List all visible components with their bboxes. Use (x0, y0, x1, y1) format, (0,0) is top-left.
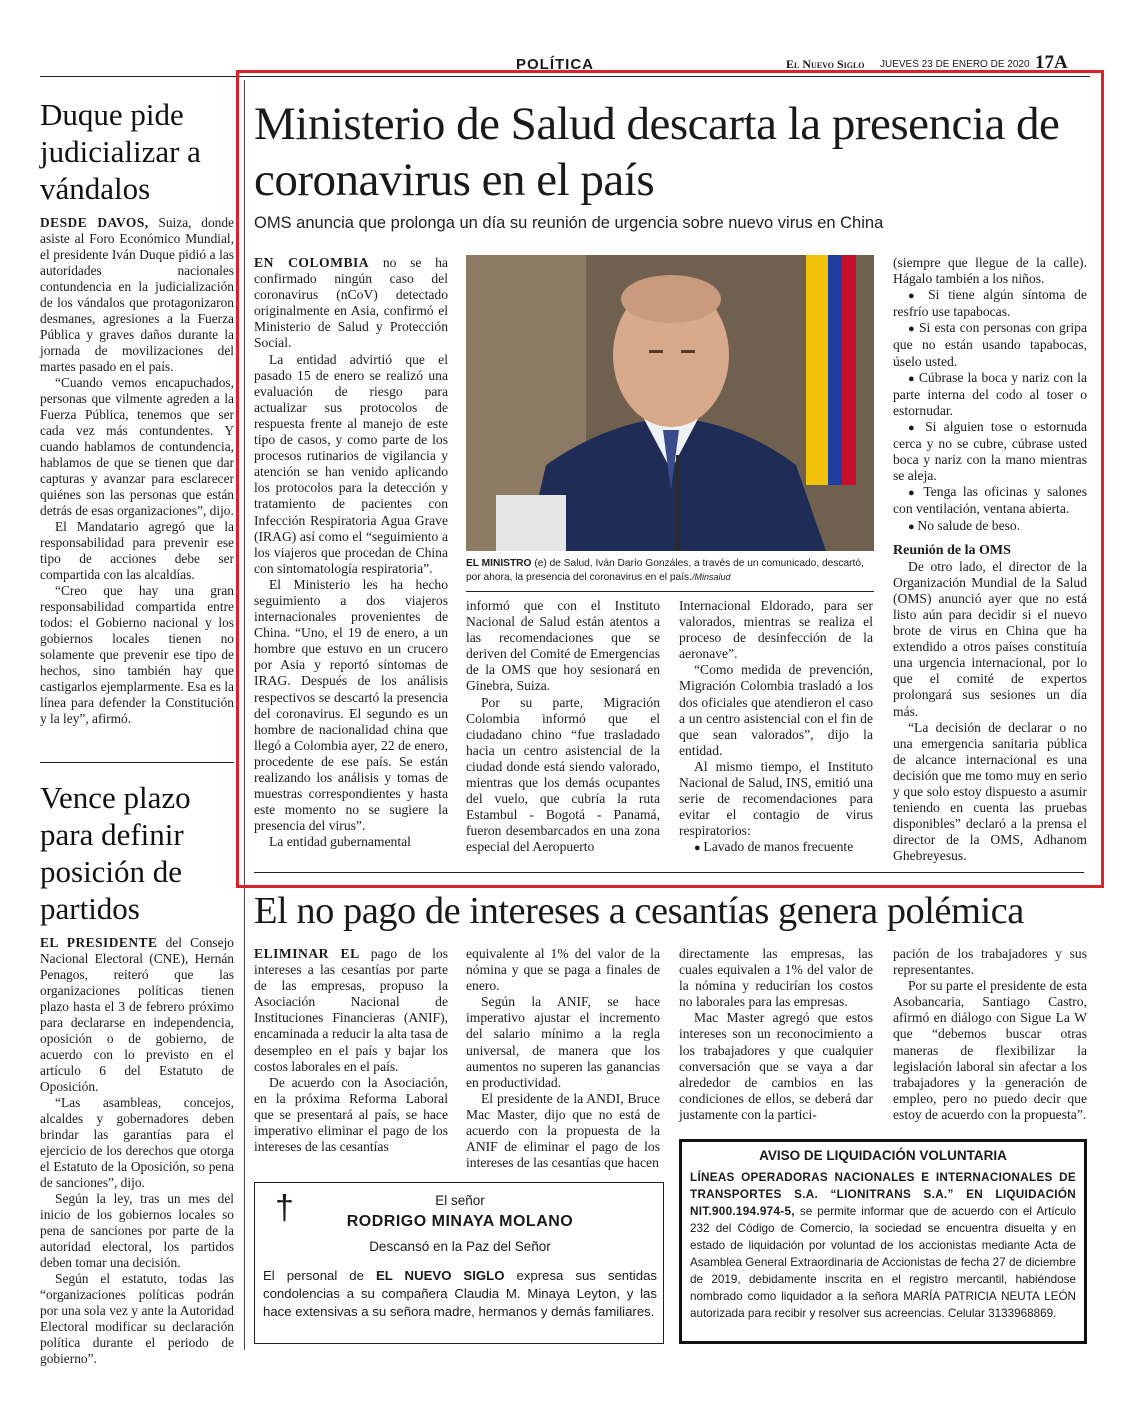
left-article-1-title: Duque pide judicializar a vándalos (40, 97, 201, 206)
main-col-4-bullet-4: ● Si alguien tose o estornuda cerca y no se cubre, cúbrase usted boca y nariz con la mano mientras se aleja. (893, 419, 1087, 484)
minister-photo-illustration (466, 255, 874, 551)
second-col-2-p2: Según la ANIF, se hace imperativo ajustar el incremento del salario mínimo a la regla universal, de manera que los aumentos no superen las ganancias en productividad. (466, 994, 660, 1090)
main-col-1-p1: EN COLOMBIA no se ha confirmado ningún caso del coronavirus (nCoV) detectado originalmente en Asia, confirmó el Ministerio de Salud y Protección Social. (254, 255, 448, 351)
second-col-3-p2: Mac Master agregó que estos intereses son un reconocimiento a los trabajadores y que cualquier conversación que se vaya a dar alrededor de cambios en las condiciones de ellos, se deberá dar justamente con la partici- (679, 1010, 873, 1122)
obituary-name: RODRIGO MINAYA MOLANO (346, 1213, 574, 1230)
left-article-1-p3: El Mandatario agregó que la responsabilidad para prevenir ese tipo de acciones debe ser compartida con las alcaldías. (40, 519, 234, 582)
header-date: JUEVES 23 DE ENERO DE 2020 (880, 59, 1030, 70)
main-col-4-bullet-5: ● Tenga las oficinas y salones con ventilación, ventana abierta. (893, 484, 1087, 517)
left-article-1-p4: “Creo que hay una gran responsabilidad compartida entre todos: el Gobierno nacional y los gobiernos locales tienen no solamente que prevenir ese tipo de hechos, sino también hay que castigarlos ejemplarmente. Esa es la línea para defender la Constitución y la ley”, afirmó. (40, 583, 234, 726)
obituary-rest: Descansó en la Paz del Señor (369, 1239, 551, 1254)
left-article-2 (40, 779, 234, 1367)
main-col-4-bullet-1: ● Si tiene algún síntoma de resfrío use tapabocas. (893, 287, 1087, 320)
main-col-4-p1: De otro lado, el director de la Organización Mundial de la Salud (OMS) anunció ayer que no está listo aún para decidir si el nuevo brote de virus en China que ha extendido a otros países constituía una urgencia internacional, por lo que el comité de expertos prolongará sus sesiones un día más. (893, 558, 1087, 719)
left-divider (40, 762, 234, 763)
page-number: 17A (1035, 52, 1068, 73)
obituary-message: El personal de EL NUEVO SIGLO expresa sus sentidas condolencias a su compañera Claudia M. Minaya Leyton, y las hace extensivas a su señora madre, hermanos y demás familiares. (263, 1268, 657, 1319)
main-col-2 (466, 598, 660, 856)
second-col-1-p1: ELIMINAR EL pago de los intereses a las cesantías por parte de las empresas, propuso la Asociación Nacional de Instituciones Financieras (ANIF), encaminada a reducir la alta tasa de desempleo en el país y bajar los costos laborales en el país. (254, 946, 449, 1074)
caption-rule (466, 591, 874, 592)
article-separator (254, 872, 1084, 873)
notice-title: AVISO DE LIQUIDACIÓN VOLUNTARIA (759, 1148, 1007, 1163)
photo-caption: EL MINISTRO (e) de Salud, Iván Darío Gonzáles, a través de un comunicado, descartó, por ahora, la presencia del coronavirus en el país./Minsalud (466, 558, 864, 583)
left-article-2-p4: Según el estatuto, todas las “organizaciones políticas podrán por una sola vez y ante la Autoridad Electoral modificar su declaración política durante el periodo de gobierno”. (40, 1271, 234, 1366)
main-col-2-p2: Por su parte, Migración Colombia informó que el ciudadano chino “fue trasladado hacia un centro asistencial de la ciudad donde está siendo valorado, mientras que los demás ocupantes del vuelo, que cubría la ruta Estambul - Bogotá - Panamá, fueron desembarcados en una zona especial del Aeropuerto (466, 694, 660, 855)
left-article-1 (40, 96, 234, 727)
main-col-3-p2: “Como medida de prevención, Migración Colombia trasladó a los dos oficiales que atendieron el caso a un centro asistencial con el fin de que sean valorados”, dijo la entidad. (679, 662, 873, 758)
second-col-4 (893, 946, 1087, 1123)
left-article-2-title: Vence plazo para definir posición de partidos (40, 780, 191, 926)
second-col-4-p2: Por su parte el presidente de esta Asobancaria, Santiago Castro, afirmó en diálogo con Sigue La W que “debemos buscar otras maneras de flexibilizar la legislación laboral sin afectar a los trabajadores y la generación de empleo, pero no puedo decir que estoy de acuerdo con la propuesta”. (893, 978, 1087, 1122)
obituary-intro: El señor (435, 1193, 485, 1208)
main-subtitle: OMS anuncia que prolonga un día su reunión de urgencia sobre nuevo virus en China (254, 214, 884, 232)
second-col-4-p1: pación de los trabajadores y sus representantes. (893, 946, 1087, 978)
second-headline: El no pago de intereses a cesantías genera polémica (254, 890, 1024, 932)
main-col-4-subhead: Reunión de la OMS (893, 542, 1011, 558)
minister-photo (466, 255, 874, 551)
left-article-1-p1: DESDE DAVOS, Suiza, donde asiste al Foro Económico Mundial, el presidente Iván Duque pidió a las autoridades nacionales contundencia en la judicialización de los vándalos que protagonizaron desmanes, agresiones a la Fuerza Pública y graves daños durante la jornada de movilizaciones del martes pasado en el país. (40, 215, 234, 374)
second-col-2 (466, 946, 660, 1171)
cross-icon: † (275, 1189, 294, 1227)
second-col-1-p2: De acuerdo con la Asociación, en la próxima Reforma Laboral que se presentará al país, se hace imperativo eliminar el pago de los intereses de las cesantías (254, 1074, 448, 1155)
main-col-3-p3: Al mismo tiempo, el Instituto Nacional de Salud, INS, emitió una serie de recomendaciones para evitar el contagio de virus respiratorios: (679, 758, 873, 839)
main-col-4 (893, 255, 1087, 864)
second-col-3 (679, 946, 873, 1123)
main-col-4-bullet-2: ● Si esta con personas con gripa que no están usando tapabocas, úselo usted. (893, 320, 1087, 369)
main-col-4-p2: “La decisión de declarar o no una emergencia sanitaria pública de alcance internacional es una decisión que me tomo muy en serio y que solo estoy dispuesto a asumir teniendo en cuenta las pruebas disponibles” declaró a la prensa el director de la OMS, Adhanom Ghebreyesus. (893, 719, 1087, 864)
second-col-2-p3: El presidente de la ANDI, Bruce Mac Master, dijo que no está de acuerdo con la propuesta de la ANIF de eliminar el pago de los intereses de las cesantías que hacen (466, 1090, 660, 1171)
main-col-3 (679, 598, 873, 857)
main-col-4-bullet-3: ● Cúbrase la boca y nariz con la parte interna del codo al toser o estornudar. (893, 370, 1087, 419)
main-col-1 (254, 255, 448, 850)
main-col-1-p4: La entidad gubernamental (269, 834, 411, 850)
main-col-3-bullet: ● Lavado de manos frecuente (679, 839, 873, 856)
notice-body: LÍNEAS OPERADORAS NACIONALES E INTERNACIONALES DE TRANSPORTES S.A. “LIONITRANS S.A.” EN LIQUIDACIÓN NIT.900.194.974-5, se permite informar que de acuerdo con el Artículo 232 del Código de Comercio, la sociedad se encuentra disuelta y en estado de liquidación por voluntad de los accionistas mediante Acta de Asamblea General Extraordinaria de Accionistas de fecha 27 de diciembre de 2019, debidamente inscrita en el registro mercantil, habiéndose nombrado como liquidador a la señora MARÍA PATRICIA NEUTA LEÓN autorizada para recibir y resolver sus acreencias. Celular 3133968869. (690, 1171, 1077, 1320)
left-article-2-p3: Según la ley, tras un mes del inicio de los gobiernos locales so pena de sanciones por parte de la autoridad electoral, los partidos deben tomar una decisión. (40, 1191, 234, 1270)
second-col-2-p1: equivalente al 1% del valor de la nómina y que se paga a finales de enero. (466, 946, 660, 994)
main-headline: Ministerio de Salud descarta la presencia de coronavirus en el país (254, 98, 1060, 206)
second-col-3-p1: directamente las empresas, las cuales equivalen a 1% del valor de la nómina y reducirían los costos no laborales para las empresas. (679, 946, 873, 1010)
main-col-4-bullet-6: ● No salude de beso. (893, 518, 1087, 535)
second-col-1 (254, 946, 448, 1155)
left-article-2-p1: EL PRESIDENTE del Consejo Nacional Electoral (CNE), Hernán Penagos, reiteró que las organizaciones políticas tienen plazo hasta el 3 de febrero próximo para declararse en independencia, oposición o de gobierno, de acuerdo con lo previsto en el artículo 6 del Estatuto de Oposición. (40, 935, 234, 1094)
main-col-2-p1: informó que con el Instituto Nacional de Salud están atentos a las recomendaciones que se deriven del Comité de Emergencias de la OMS que hoy sesionará en Ginebra, Suiza. (466, 598, 660, 694)
liquidation-notice (679, 1139, 1087, 1344)
main-col-1-p3: El Ministerio les ha hecho seguimiento a dos viajeros internacionales provenientes de China. “Uno, el 19 de enero, a un hombre que estuvo en un crucero por Asia y reportó síntomas de IRAG. Después de los análisis respectivos se descartó la presencia del coronavirus. El segundo es un hombre de nacionalidad china que llegó a Colombia ayer, 22 de enero, procedente de ese país. Se están realizando los análisis y tomas de muestras correspondientes y hasta este momento no se sugiere la presencia del virus”. (254, 576, 448, 834)
newspaper-name: El Nuevo Siglo (786, 57, 865, 71)
left-article-2-p2: “Las asambleas, concejos, alcaldes y gobernadores deben brindar las garantías para el ejercicio de los derechos que otorga el Estatuto de la Oposición, so pena de sanciones”, dijo. (40, 1095, 234, 1190)
left-article-1-p2: “Cuando vemos encapuchados, personas que vilmente agreden a la Fuerza Pública, tenemos que ser cada vez más contundentes. Y cuando hablamos de contundencia, hablamos de que se tienen que dar capturas y avanzar para esclarecer quiénes son las personas que están detrás de esas organizaciones”, dijo. (40, 375, 234, 518)
main-col-1-p2: La entidad advirtió que el pasado 15 de enero se realizó una evaluación de riesgo para actualizar sus protocolos de respuesta frente al manejo de este tipo de casos, y como parte de los procesos rutinarios de vigilancia y atención se han venido aplicando los protocolos para la detección y tratamiento de pacientes con Infección Respiratoria Agua Grave (IRAG) así como el “seguimiento a los viajeros que procedan de China con sintomatología respiratoria”. (254, 351, 448, 576)
main-col-4-top: (siempre que llegue de la calle). Hágalo también a los niños. (893, 255, 1087, 287)
main-col-3-p1: Internacional Eldorado, para ser valorados, mientras se realiza el proceso de desinfección de la aeronave”. (679, 598, 873, 662)
section-label: POLÍTICA (516, 56, 594, 73)
obituary-box (254, 1182, 664, 1344)
